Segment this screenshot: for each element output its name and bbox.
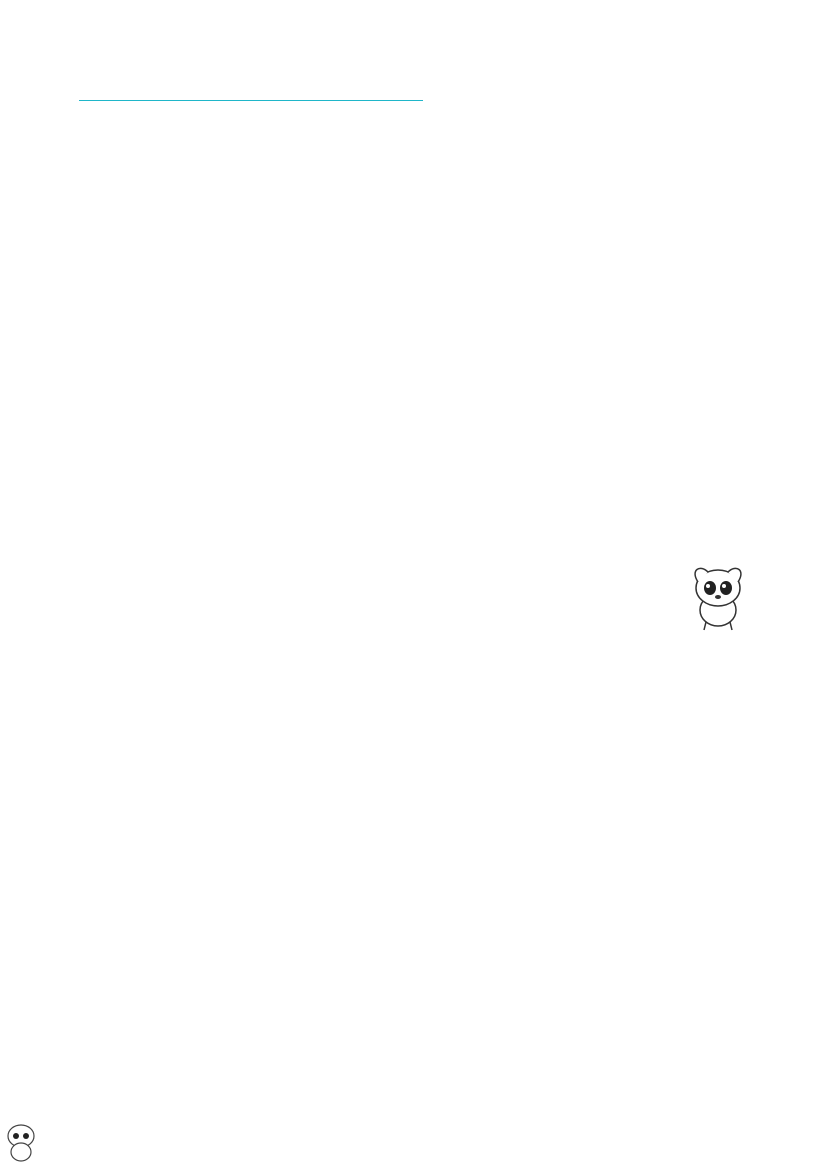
balloon-border-right	[764, 56, 790, 1103]
cartoon-pet-icon	[686, 560, 750, 632]
watermark	[40, 46, 749, 600]
balloon-border-bottom	[30, 1103, 790, 1129]
balloon-border-left	[30, 56, 56, 1103]
worksheet-title	[79, 80, 423, 101]
corner-pet-icon	[4, 1120, 38, 1162]
balloon-border-top	[30, 30, 790, 56]
